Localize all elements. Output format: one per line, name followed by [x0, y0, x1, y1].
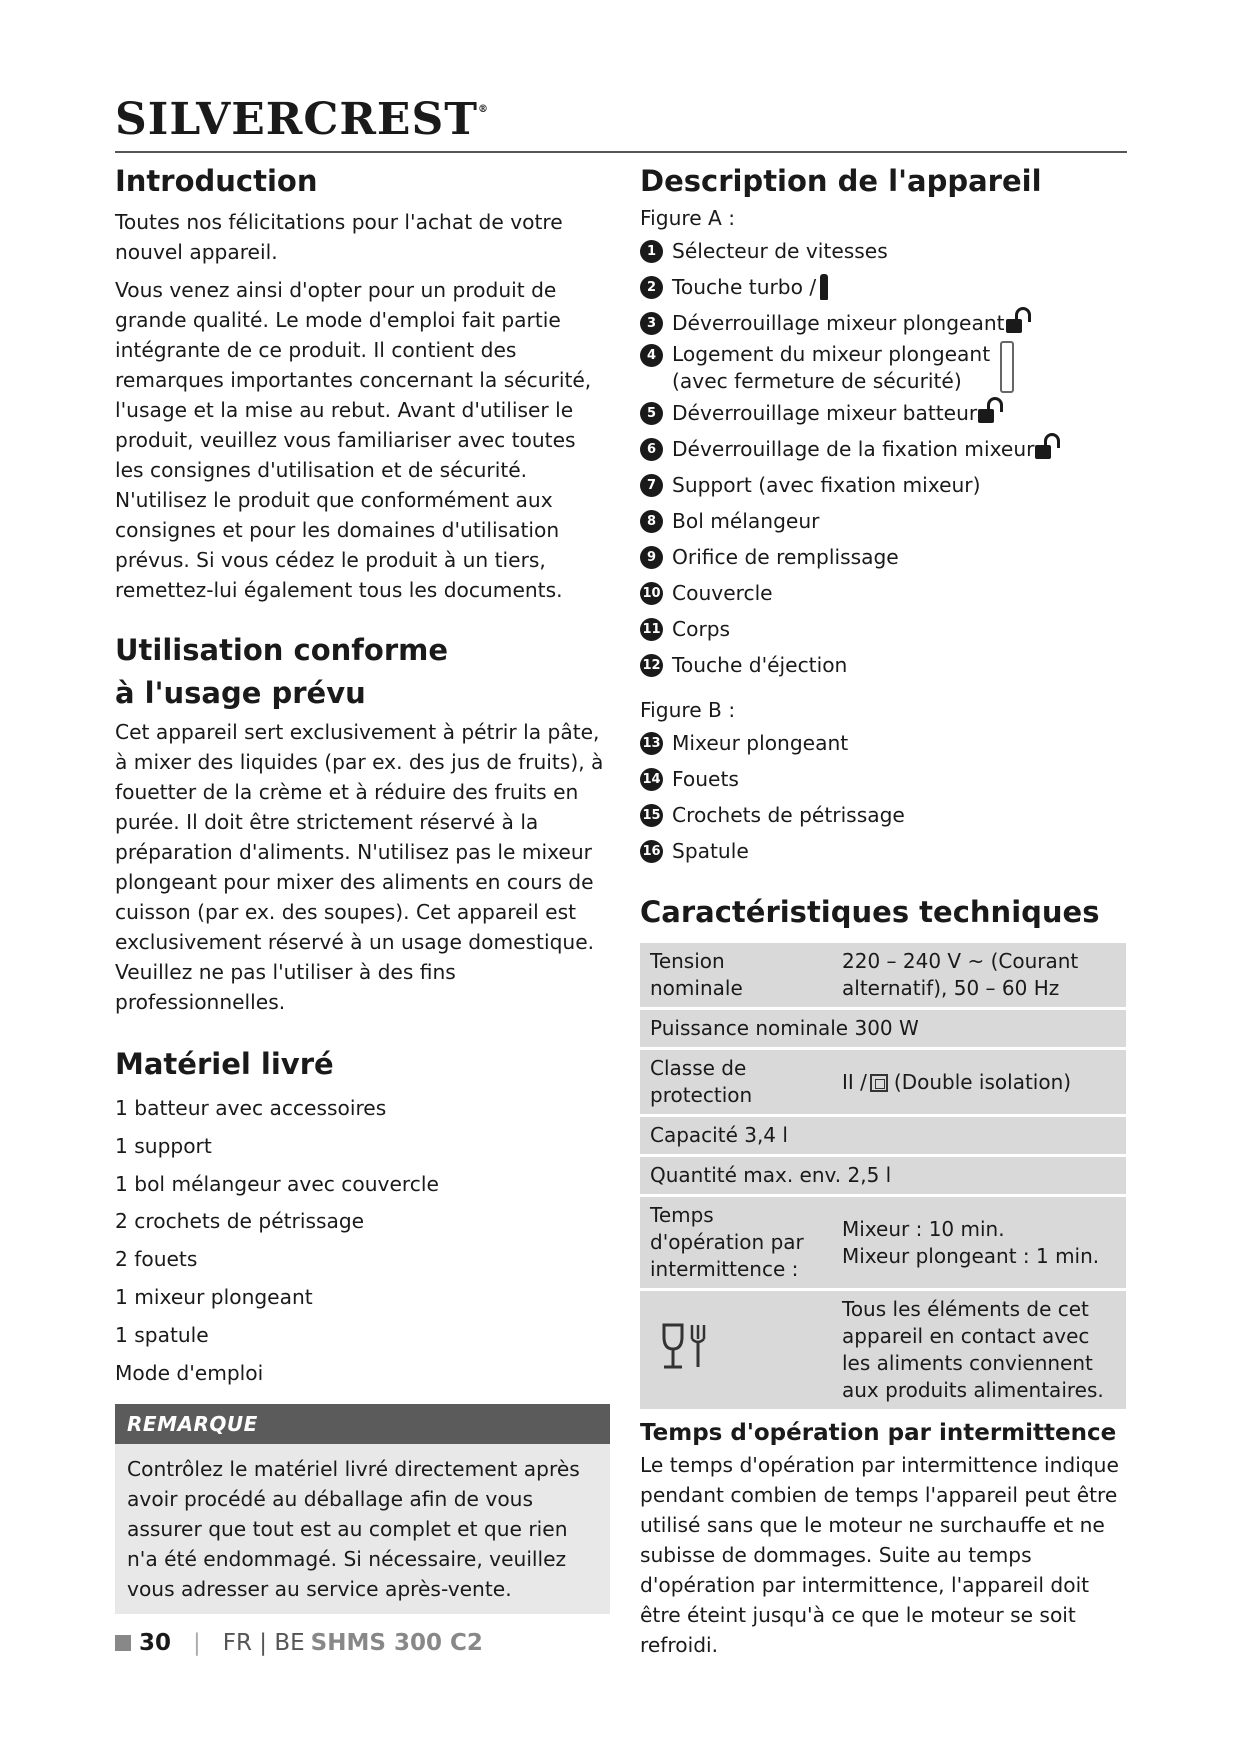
list-item: 10 Couvercle [640, 575, 1130, 611]
unlock-icon [1006, 319, 1022, 333]
unlock-icon [978, 409, 994, 423]
list-item: 2 fouets [115, 1247, 198, 1272]
right-column [640, 160, 1130, 1660]
table-cell: Capacité 3,4 l [640, 1117, 832, 1154]
list-item: 1 bol mélangeur avec couvercle [115, 1171, 439, 1196]
intermittence-title: Temps d'opération par intermittence [640, 1420, 1117, 1446]
list-item: 12 Touche d'éjection [640, 647, 1130, 683]
specs-table [640, 940, 1126, 1412]
table-cell [640, 1291, 832, 1409]
table-cell: 220 – 240 V ~ (Courant alternatif), 50 – 60 Hz [832, 943, 1126, 1007]
list-item: 13 Mixeur plongeant [640, 725, 1130, 761]
list-item: 3 Déverrouillage mixeur plongeant [640, 305, 1130, 341]
footer-separator: | [193, 1630, 201, 1656]
stick-mixer-icon [1000, 341, 1014, 393]
table-cell: II / (Double isolation) [832, 1050, 1126, 1114]
list-item: Mode d'emploi [115, 1360, 264, 1385]
remarque-body: Contrôlez le matériel livré directement après avoir procédé au déballage afin de vous assurer que tout est au complet et que rien n'a été endommagé. Si nécessaire, veuillez vous adresser au service après-vente. [127, 1457, 580, 1602]
page-number: 30 [139, 1630, 172, 1656]
list-item: 15 Crochets de pétrissage [640, 797, 1130, 833]
specs-title: Caractéristiques techniques [640, 895, 1100, 929]
list-item: 9 Orifice de remplissage [640, 539, 1130, 575]
table-cell [832, 1117, 1126, 1154]
list-item: 1 Sélecteur de vitesses [640, 233, 1130, 269]
list-item: 1 batteur avec accessoires [115, 1096, 387, 1120]
table-row [640, 1117, 1126, 1154]
table-row [640, 1010, 1126, 1047]
table-cell: Tension nominale [640, 943, 832, 1007]
header-rule [115, 151, 1127, 153]
intro-p1: Toutes nos félicitations pour l'achat de votre nouvel appareil. [115, 210, 563, 264]
list-item: 11 Corps [640, 611, 1130, 647]
list-item: 8 Bol mélangeur [640, 503, 1130, 539]
remarque-box [115, 1404, 610, 1614]
left-column [115, 160, 610, 1614]
list-item: 4 Logement du mixeur plongeant (avec fermeture de sécurité) [640, 341, 1130, 395]
table-row [640, 1050, 1126, 1114]
materiel-title: Matériel livré [115, 1047, 334, 1081]
footer-square-icon [115, 1635, 131, 1651]
list-item: 1 mixeur plongeant [115, 1284, 313, 1309]
list-item: 2 crochets de pétrissage [115, 1209, 365, 1234]
table-cell: Classe de protection [640, 1050, 832, 1114]
list-item: 2 Touche turbo / [640, 269, 1130, 305]
footer-lang: FR | BE [222, 1630, 305, 1656]
page-footer [115, 1630, 483, 1656]
table-cell: Quantité max. env. 2,5 l [640, 1157, 1126, 1194]
table-cell: Mixeur : 10 min. Mixeur plongeant : 1 min. [832, 1197, 1126, 1288]
table-cell: Puissance nominale 300 W [640, 1010, 1126, 1047]
intermittence-p: Le temps d'opération par intermittence indique pendant combien de temps l'appareil peut être utilisé sans que le moteur ne surchauffe et ne subisse de dommages. Suite au temps d'opération par intermittence, l'appareil doit être éteint jusqu'à ce que le moteur se soit refroidi. [640, 1453, 1119, 1657]
list-item: 14 Fouets [640, 761, 1130, 797]
materiel-list [115, 1090, 610, 1392]
list-item: 7 Support (avec fixation mixeur) [640, 467, 1130, 503]
table-row [640, 1157, 1126, 1194]
intro-p2: Vous venez ainsi d'opter pour un produit de grande qualité. Le mode d'emploi fait partie intégrante de ce produit. Il contient des remarques importantes concernant la sécurité, l'usage et la mise au rebut. Avant d'utiliser le produit, veuillez vous familiariser avec toutes les consignes d'utilisation et de sécurité. N'utilisez le produit que conformément aux consignes et pour les domaines d'utilisation prévus. Si vous cédez le produit à un tiers, remettez-lui également tous les documents. [115, 278, 592, 602]
double-insulation-icon [870, 1074, 888, 1092]
list-item: 16 Spatule [640, 833, 1130, 869]
table-cell: Temps d'opération par intermittence : [640, 1197, 832, 1288]
list-item: 5 Déverrouillage mixeur batteur [640, 395, 1130, 431]
unlock-icon [1035, 445, 1051, 459]
figure-a-label: Figure A : [640, 206, 736, 230]
intro-title: Introduction [115, 164, 318, 198]
footer-model: SHMS 300 C2 [310, 1630, 483, 1656]
usage-title: Utilisation conforme à l'usage prévu [115, 633, 449, 710]
remarque-title: REMARQUE [115, 1404, 610, 1444]
list-item: 6 Déverrouillage de la fixation mixeur [640, 431, 1130, 467]
figure-b-label: Figure B : [640, 698, 736, 722]
brand-logo: SILVERCREST® [115, 94, 489, 145]
usage-p: Cet appareil sert exclusivement à pétrir la pâte, à mixer des liquides (par ex. des jus de fruits), à fouetter de la crème et à réduire des fruits en purée. Il doit être strictement réservé à la préparation d'aliments. N'utilisez pas le mixeur plongeant pour mixer des aliments en cours de cuisson (par ex. des soupes). Cet appareil est exclusivement réservé à un usage domestique. Veuillez ne pas l'utiliser à des fins professionnelles. [115, 720, 604, 1014]
food-safe-icon [656, 1319, 712, 1375]
mixer-icon [820, 274, 828, 300]
description-title: Description de l'appareil [640, 164, 1042, 198]
list-item: 1 spatule [115, 1322, 209, 1347]
table-row [640, 1291, 1126, 1409]
list-item: 1 support [115, 1133, 212, 1158]
table-cell: Tous les éléments de cet appareil en contact avec les aliments conviennent aux produits alimentaires. [832, 1291, 1126, 1409]
table-row [640, 1197, 1126, 1288]
table-row [640, 943, 1126, 1007]
